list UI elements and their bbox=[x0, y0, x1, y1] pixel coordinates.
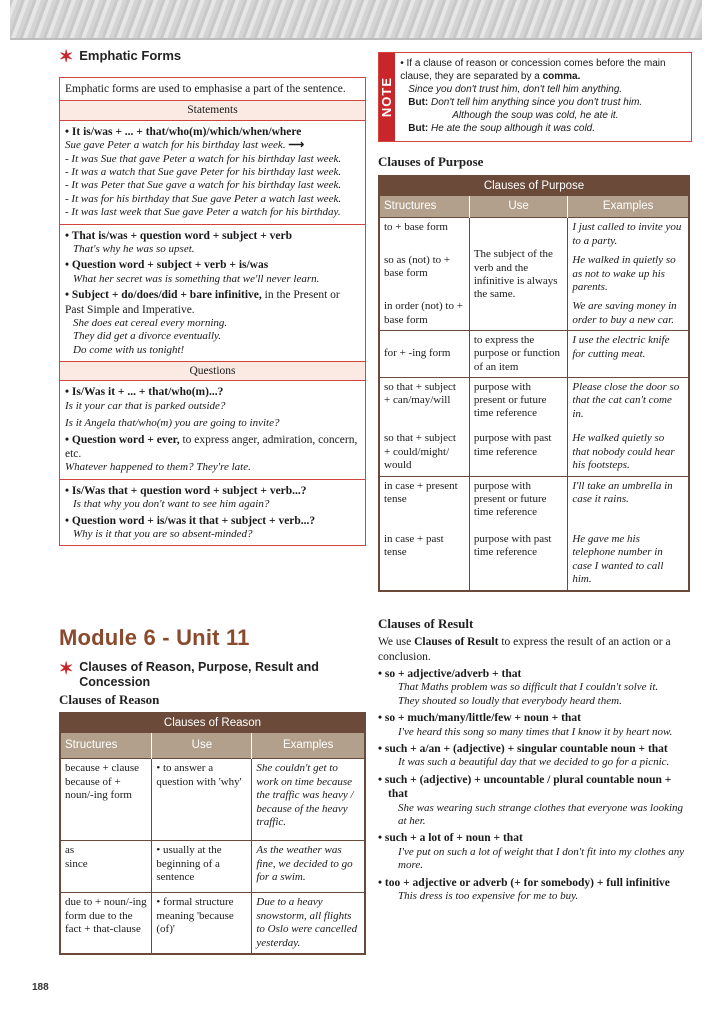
note-label: NOTE bbox=[379, 76, 394, 118]
rule-that-is: • That is/was + question word + subject + verb bbox=[65, 229, 292, 242]
example-text: They shouted so loudly that everybody heard them. bbox=[398, 694, 622, 707]
emphatic-intro: Emphatic forms are used to emphasise a part of the sentence. bbox=[60, 78, 365, 101]
structure-since: since bbox=[65, 857, 88, 870]
cell-example: He walked in quietly so as not to wake up his parents. bbox=[568, 251, 688, 297]
cell-example: He gave me his telephone number in case I wanted to call him. bbox=[568, 530, 688, 590]
result-rule-6 bbox=[378, 876, 690, 904]
note-but-label: But: bbox=[408, 97, 429, 108]
example-text: Why is it that you are so absent-minded? bbox=[73, 527, 253, 540]
rule-do-does-did bbox=[65, 288, 360, 317]
table-row bbox=[61, 759, 364, 841]
table-row bbox=[380, 218, 688, 251]
statements-heading: Statements bbox=[60, 101, 365, 120]
note-but bbox=[400, 96, 686, 109]
example-text: It was such a beautiful day that we decided to go for a picnic. bbox=[398, 756, 670, 769]
decorative-banner bbox=[10, 0, 702, 40]
reason-table-title: Clauses of Reason bbox=[61, 714, 364, 732]
rule-question-word: • Question word + subject + verb + is/was bbox=[65, 259, 269, 272]
rule-text: • so + much/many/little/few + noun + that bbox=[378, 712, 581, 725]
cell-example: As the weather was fine, we decided to go for a swim. bbox=[252, 841, 364, 893]
example-line: - It was for his birthday that Sue gave Peter a watch last week. bbox=[65, 192, 342, 205]
note-rule bbox=[400, 57, 686, 83]
cell-structure: due to + noun/-ing form due to the fact + that-clause bbox=[61, 893, 152, 953]
cell-use: purpose with present or future time reference bbox=[469, 476, 568, 530]
star-icon: ✶ bbox=[59, 659, 74, 678]
cell-use: purpose with present or future time reference bbox=[469, 377, 568, 429]
example-text: I've heard this song so many times that I know it by heart now. bbox=[398, 725, 673, 738]
cell-structure: in order (not) to + base form bbox=[384, 300, 463, 326]
note-example: Since you don't trust him, don't tell him anything. bbox=[408, 84, 623, 95]
cell-structure: so that + subject + could/might/ would bbox=[384, 432, 456, 471]
note-body bbox=[395, 53, 691, 141]
result-intro-bold: Clauses of Result bbox=[414, 636, 499, 649]
note-box bbox=[378, 52, 692, 142]
statements-rules-2 bbox=[60, 225, 365, 363]
clauses-of-reason-section bbox=[59, 660, 366, 955]
rule-text: • such + (adjective) + uncountable / plural countable noun + that bbox=[378, 773, 672, 801]
result-intro bbox=[378, 635, 690, 664]
example-text: Is that why you don't want to see him again? bbox=[73, 498, 270, 511]
note-but bbox=[400, 122, 686, 135]
rule-question-ever-rest: to express anger, admiration, concern, etc. bbox=[65, 433, 358, 461]
example-text: She does eat cereal every morning. bbox=[73, 316, 228, 329]
cell-structure: to + base form bbox=[380, 218, 469, 251]
cell-structure: in case + past tense bbox=[384, 533, 444, 559]
example-text: What her secret was is something that we'll never learn. bbox=[73, 272, 320, 285]
rule-it-was: • It is/was + ... + that/who(m)/which/when/where bbox=[65, 125, 302, 138]
rule-is-was-that: • Is/Was that + question word + subject + verb...? bbox=[65, 484, 307, 497]
table-row bbox=[380, 429, 688, 476]
cell-use: • usually at the beginning of a sentence bbox=[152, 841, 252, 893]
purpose-section-title: Clauses of Purpose bbox=[378, 154, 484, 169]
cell-structure: because + clause because of + noun/-ing form bbox=[61, 759, 152, 841]
rule-is-was-it: • Is/Was it + ... + that/who(m)...? bbox=[65, 386, 224, 399]
purpose-table bbox=[378, 175, 690, 591]
cell-example: Due to a heavy snowstorm, all flights to Oslo were cancelled yesterday. bbox=[252, 893, 364, 953]
module-subtitle-heading bbox=[59, 660, 366, 690]
example-base-text: Sue gave Peter a watch for his birthday last week. bbox=[65, 139, 286, 152]
rule-text: • such + a/an + (adjective) + singular countable noun + that bbox=[378, 742, 668, 755]
cell-use: • formal structure meaning 'because (of)' bbox=[152, 893, 252, 953]
cell-structure: in case + present tense bbox=[380, 476, 469, 530]
cell-structure: for + -ing form bbox=[380, 331, 469, 378]
example-text: She was wearing such strange clothes that everyone was looking at her. bbox=[398, 801, 684, 827]
cell-example: We are saving money in order to buy a new car. bbox=[568, 297, 688, 330]
rule-do-does-did-bold: • Subject + do/does/did + bare infinitive, bbox=[65, 289, 262, 302]
emphatic-forms-section bbox=[59, 48, 366, 546]
result-intro-post: to express the result of an action or a conclusion. bbox=[378, 636, 671, 663]
module-title: Module 6 - Unit 11 bbox=[59, 625, 250, 650]
cell-structure: so that + subject + can/may/will bbox=[380, 377, 469, 429]
structure-as: as bbox=[65, 844, 75, 857]
module-subtitle: Clauses of Reason, Purpose, Result and Concession bbox=[79, 660, 319, 689]
cell-use: to express the purpose or function of an item bbox=[469, 331, 568, 378]
note-but-text: Don't tell him anything since you don't trust him. bbox=[428, 97, 643, 108]
clauses-of-result-section bbox=[378, 616, 690, 903]
note-tab bbox=[379, 53, 395, 141]
note-but-label: But: bbox=[408, 123, 429, 134]
example-line: - It was Peter that Sue gave a watch for his birthday last week. bbox=[65, 179, 342, 192]
cell-example: Please close the door so that the cat can't come in. bbox=[568, 377, 688, 429]
note-rule-text: • If a clause of reason or concession comes before the main clause, they are separated by a bbox=[400, 58, 666, 82]
questions-heading: Questions bbox=[60, 362, 365, 381]
table-header-row bbox=[61, 733, 364, 759]
cell-use: The subject of the verb and the infinitive is always the same. bbox=[469, 218, 568, 331]
example-base bbox=[65, 139, 360, 152]
table-row bbox=[380, 377, 688, 429]
example-text: I've put on such a lot of weight that I don't fit into my clothes any more. bbox=[398, 845, 685, 872]
example-line: - It was Sue that gave Peter a watch for his birthday last week. bbox=[65, 152, 342, 165]
example-text: Is it Angela that/who(m) you are going to invite? bbox=[65, 417, 280, 430]
purpose-table-title: Clauses of Purpose bbox=[380, 177, 688, 195]
col-header-examples: Examples bbox=[568, 196, 688, 218]
table-row bbox=[380, 331, 688, 378]
cell-use: purpose with past time reference bbox=[469, 429, 568, 476]
col-header-use: Use bbox=[469, 196, 568, 218]
rule-do-does-did-rest: in the Present or Past Simple and Imperative. bbox=[65, 289, 340, 316]
col-header-examples: Examples bbox=[252, 733, 364, 759]
cell-use: purpose with past time reference bbox=[469, 530, 568, 590]
example-text: Whatever happened to them? They're late. bbox=[65, 461, 251, 474]
note-rule-bold: comma. bbox=[542, 71, 581, 82]
cell-example: I just called to invite you to a party. bbox=[568, 218, 688, 251]
example-line: - It was last week that Sue gave Peter a watch for his birthday. bbox=[65, 206, 341, 219]
cell-use: • to answer a question with 'why' bbox=[152, 759, 252, 841]
clauses-of-purpose-section bbox=[378, 154, 690, 592]
rule-text: • such + a lot of + noun + that bbox=[378, 832, 523, 845]
example-text: They did get a divorce eventually. bbox=[73, 330, 222, 343]
cell-example: I'll take an umbrella in case it rains. bbox=[568, 476, 688, 530]
rule-text: • so + adjective/adverb + that bbox=[378, 668, 522, 680]
questions-rules-2 bbox=[60, 480, 365, 546]
cell-example: He walked quietly so that nobody could hear his footsteps. bbox=[568, 429, 688, 476]
table-header-row bbox=[380, 196, 688, 218]
table-row bbox=[61, 841, 364, 893]
result-section-title: Clauses of Result bbox=[378, 616, 474, 631]
rule-is-was-it-that: • Question word + is/was it that + subject + verb...? bbox=[65, 514, 316, 527]
example-text: Is it your car that is parked outside? bbox=[65, 399, 226, 412]
col-header-use: Use bbox=[152, 733, 252, 759]
arrow-icon: ⟶ bbox=[288, 139, 305, 152]
col-header-structures: Structures bbox=[61, 733, 152, 759]
result-intro-pre: We use bbox=[378, 636, 415, 649]
example-line: - It was a watch that Sue gave Peter for his birthday last week. bbox=[65, 165, 342, 178]
cell-example: I use the electric knife for cutting meat. bbox=[568, 331, 688, 378]
result-rule-1 bbox=[378, 667, 690, 708]
result-rule-5 bbox=[378, 831, 690, 872]
result-rule-3 bbox=[378, 742, 690, 770]
table-row bbox=[380, 476, 688, 530]
page-number: 188 bbox=[32, 982, 49, 993]
cell-structure bbox=[61, 841, 152, 893]
cell-example: She couldn't get to work on time because the traffic was heavy / because of the heavy traffic. bbox=[252, 759, 364, 841]
result-rule-2 bbox=[378, 711, 690, 739]
reason-table bbox=[59, 712, 366, 955]
example-text: Do come with us tonight! bbox=[73, 343, 185, 356]
emphatic-forms-heading bbox=[59, 48, 366, 65]
questions-rules-1 bbox=[60, 381, 365, 479]
example-text: That Maths problem was so difficult that I couldn't solve it. bbox=[398, 681, 659, 694]
example-text: This dress is too expensive for me to buy. bbox=[398, 889, 579, 902]
rule-question-ever bbox=[65, 433, 360, 462]
note-example: Although the soup was cold, he ate it. bbox=[452, 110, 619, 121]
rule-text: • too + adjective or adverb (+ for somebody) + full infinitive bbox=[378, 876, 670, 889]
table-row bbox=[380, 530, 688, 590]
emphatic-forms-box bbox=[59, 77, 366, 546]
note-but-text: He ate the soup although it was cold. bbox=[428, 123, 596, 134]
rule-question-ever-bold: • Question word + ever, bbox=[65, 433, 180, 446]
reason-section-title: Clauses of Reason bbox=[59, 692, 160, 707]
table-row bbox=[61, 893, 364, 953]
result-rule-4 bbox=[378, 773, 690, 829]
statements-rule-1 bbox=[60, 121, 365, 225]
example-text: That's why he was so upset. bbox=[73, 242, 195, 255]
cell-structure: so as (not) to + base form bbox=[384, 254, 451, 280]
emphatic-forms-title: Emphatic Forms bbox=[79, 48, 182, 64]
star-icon: ✶ bbox=[59, 47, 74, 66]
col-header-structures: Structures bbox=[380, 196, 469, 218]
